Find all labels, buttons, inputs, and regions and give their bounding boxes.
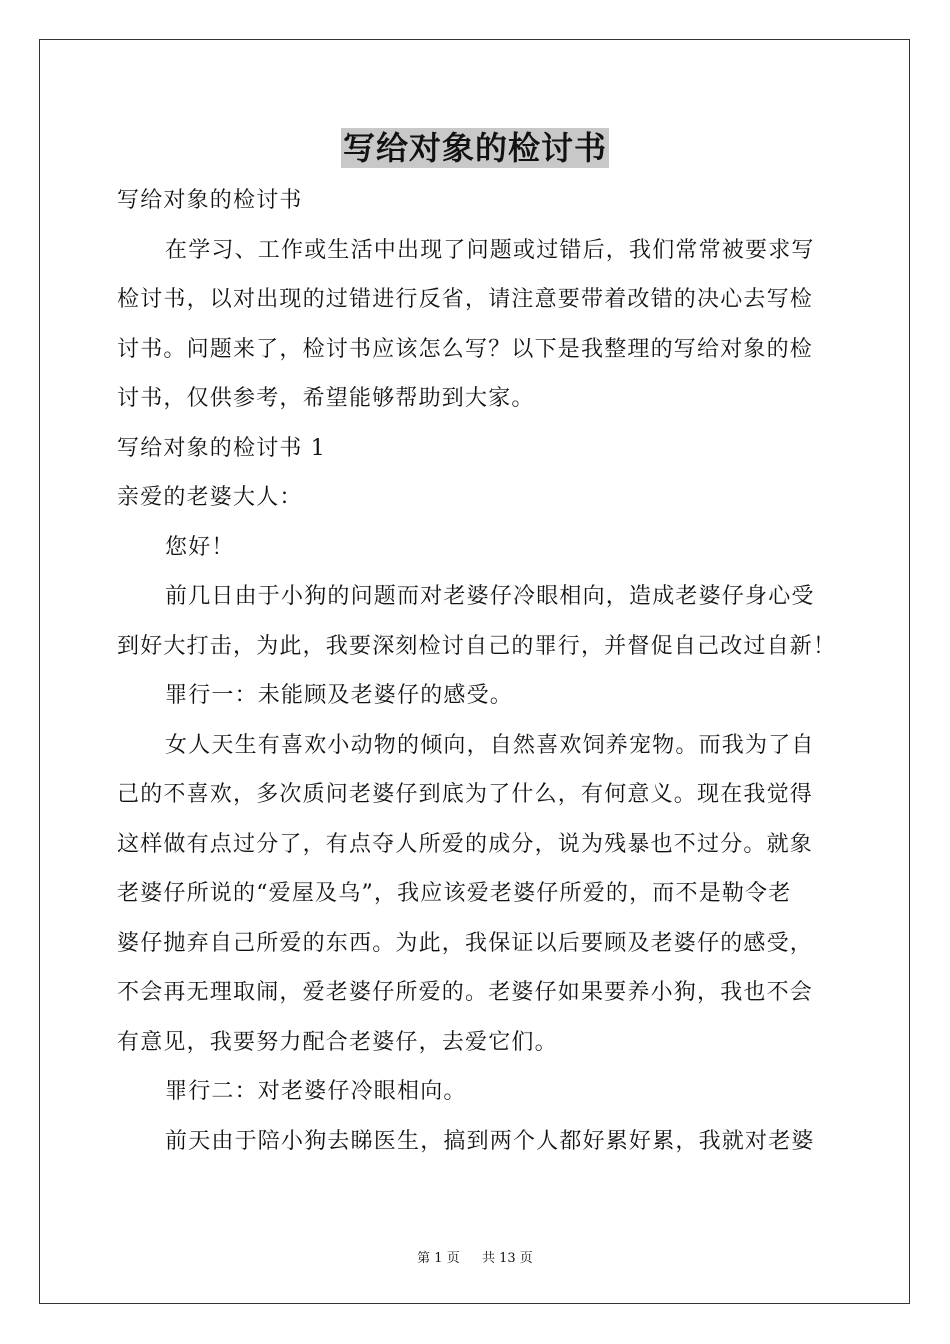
paragraph-line: 不会再无理取闹，爱老婆仔所爱的。老婆仔如果要养小狗，我也不会 [117, 980, 814, 1005]
paragraph-line: 在学习、工作或生活中出现了问题或过错后，我们常常被要求写 [165, 237, 815, 263]
section-heading: 写给对象的检讨书 1 [117, 435, 326, 461]
paragraph-line: 讨书，仅供参考，希望能够帮助到大家。 [117, 386, 535, 411]
page-total: 共 13 页 [482, 1251, 533, 1266]
paragraph-line: 前几日由于小狗的问题而对老婆仔冷眼相向，造成老婆仔身心受 [165, 584, 815, 609]
paragraph-line: 罪行一：未能顾及老婆仔的感受。 [165, 683, 514, 708]
paragraph-line: 己的不喜欢，多次质问老婆仔到底为了什么，有何意义。现在我觉得 [117, 782, 814, 807]
paragraph-line: 罪行二：对老婆仔冷眼相向。 [165, 1079, 467, 1104]
paragraph-line: 到好大打击，为此，我要深刻检讨自己的罪行，并督促自己改过自新！ [117, 633, 837, 659]
paragraph-line: 老婆仔所说的“爱屋及乌”，我应该爱老婆仔所爱的，而不是勒令老 [117, 881, 792, 906]
document-title: 写给对象的检讨书 [342, 129, 607, 167]
paragraph-line: 讨书。问题来了，检讨书应该怎么写？以下是我整理的写给对象的检 [117, 336, 814, 362]
salutation-line: 亲爱的老婆大人： [117, 485, 303, 510]
page-footer [0, 1247, 950, 1266]
paragraph-line: 前天由于陪小狗去睇医生，搞到两个人都好累好累，我就对老婆 [165, 1128, 815, 1154]
paragraph-line: 检讨书，以对出现的过错进行反省，请注意要带着改错的决心去写检 [117, 287, 814, 312]
document-body [117, 176, 837, 1166]
title-container [0, 128, 950, 168]
paragraph-line: 有意见，我要努力配合老婆仔，去爱它们。 [117, 1029, 558, 1055]
greeting-line: 您好！ [165, 534, 235, 560]
paragraph-line: 婆仔抛弃自己所爱的东西。为此，我保证以后要顾及老婆仔的感受， [117, 930, 814, 956]
paragraph-line: 女人天生有喜欢小动物的倾向，自然喜欢饲养宠物。而我为了自 [165, 732, 815, 758]
page-number: 第 1 页 [417, 1251, 460, 1266]
paragraph-line: 这样做有点过分了，有点夺人所爱的成分，说为残暴也不过分。就象 [117, 831, 814, 857]
subtitle-line: 写给对象的检讨书 [117, 188, 303, 213]
